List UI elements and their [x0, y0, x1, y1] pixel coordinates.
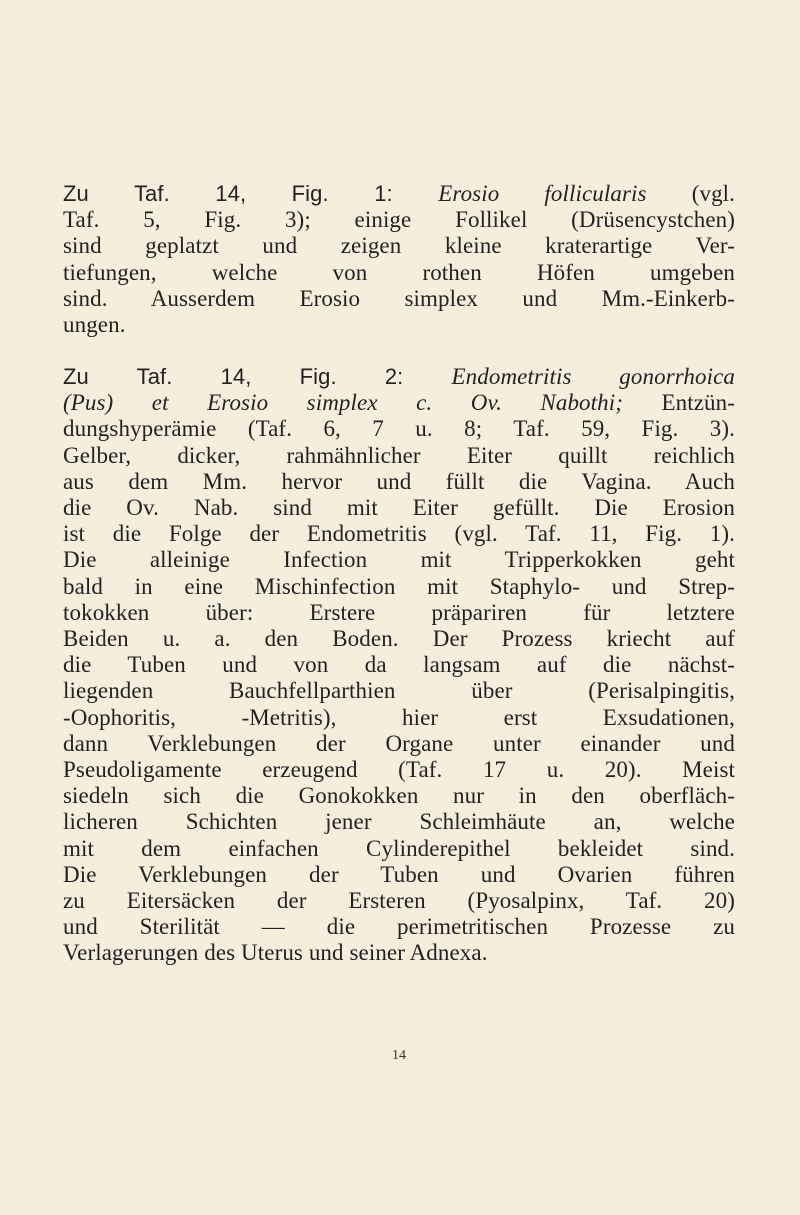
- body-text: licheren Schichten jener Schleimhäute an, welche: [63, 809, 735, 835]
- body-text: dungshyperämie (Taf. 6, 7 u. 8; Taf. 59, Fig. 3).: [63, 416, 735, 442]
- paragraph-taf-14-fig-1: [63, 181, 735, 338]
- text-line: [63, 757, 735, 783]
- text-line: [63, 600, 735, 626]
- body-text: aus dem Mm. hervor und füllt die Vagina. Auch: [63, 468, 735, 494]
- text-line: [63, 783, 735, 809]
- text-line: [63, 836, 735, 862]
- body-text: Die Verklebungen der Tuben und Ovarien führen: [63, 861, 735, 887]
- text-line: [63, 652, 735, 678]
- body-text: sind geplatzt und zeigen kleine kraterartige Ver-: [63, 233, 735, 259]
- body-text: bald in eine Mischinfection mit Staphylo- und Strep-: [63, 573, 735, 599]
- text-line: [63, 862, 735, 888]
- italic-text: (Pus) et Erosio simplex c. Ov. Nabothi;: [63, 390, 623, 416]
- body-text: und Sterilität — die perimetritischen Prozesse zu: [63, 914, 735, 940]
- heading-text: Zu Taf. 14, Fig. 1:: [63, 181, 439, 206]
- body-text: Verlagerungen des Uterus und seiner Adnexa.: [63, 940, 488, 966]
- body-text: tokokken über: Erstere präpariren für letztere: [63, 599, 735, 625]
- body-text: die Ov. Nab. sind mit Eiter gefüllt. Die Erosion: [63, 495, 735, 521]
- text-line: [63, 286, 735, 312]
- text-line: [63, 495, 735, 521]
- body-text: ist die Folge der Endometritis (vgl. Taf. 11, Fig. 1).: [63, 521, 735, 547]
- text-line: [63, 809, 735, 835]
- italic-text: Endometritis gonorrhoica: [451, 364, 735, 389]
- text-line: [63, 416, 735, 442]
- text-line: [63, 888, 735, 914]
- text-line: [63, 469, 735, 495]
- heading-text: Zu Taf. 14, Fig. 2:: [63, 364, 452, 389]
- text-line: [63, 364, 735, 390]
- body-text: die Tuben und von da langsam auf die nächst-: [63, 652, 735, 678]
- body-text: mit dem einfachen Cylinderepithel bekleidet sind.: [63, 835, 735, 861]
- body-text: Die alleinige Infection mit Tripperkokken geht: [63, 547, 735, 573]
- text-line: [63, 626, 735, 652]
- body-text: Taf. 5, Fig. 3); einige Follikel (Drüsencystchen): [63, 207, 735, 233]
- text-line: [63, 678, 735, 704]
- paragraph-taf-14-fig-2: [63, 364, 735, 967]
- text-line: [63, 181, 735, 207]
- body-text: sind. Ausserdem Erosio simplex und Mm.-Einkerb-: [63, 285, 735, 311]
- body-text: liegenden Bauchfellparthien über (Perisalpingitis,: [63, 678, 735, 704]
- body-text: Beiden u. a. den Boden. Der Prozess kriecht auf: [63, 626, 735, 652]
- text-line: [63, 914, 735, 940]
- text-line: [63, 233, 735, 259]
- body-text: siedeln sich die Gonokokken nur in den oberfläch-: [63, 783, 735, 809]
- body-text: dann Verklebungen der Organe unter einander und: [63, 730, 735, 756]
- body-text: Entzün-: [623, 390, 735, 416]
- italic-text: Erosio follicularis: [438, 181, 647, 206]
- body-text: ungen.: [63, 312, 126, 338]
- body-text: Pseudoligamente erzeugend (Taf. 17 u. 20). Meist: [63, 757, 735, 783]
- text-line: [63, 940, 735, 966]
- text-line: [63, 260, 735, 286]
- body-text: zu Eitersäcken der Ersteren (Pyosalpinx, Taf. 20): [63, 888, 735, 914]
- body-text: Gelber, dicker, rahmähnlicher Eiter quillt reichlich: [63, 442, 735, 468]
- text-line: [63, 547, 735, 573]
- body-text: -Oophoritis, -Metritis), hier erst Exsudationen,: [63, 704, 735, 730]
- text-line: [63, 705, 735, 731]
- text-line: [63, 443, 735, 469]
- text-line: [63, 312, 735, 338]
- text-line: [63, 731, 735, 757]
- text-line: [63, 390, 735, 416]
- text-line: [63, 521, 735, 547]
- page-number: 14: [392, 1048, 406, 1063]
- text-line: [63, 207, 735, 233]
- body-text: tiefungen, welche von rothen Höfen umgeben: [63, 259, 735, 285]
- body-text: (vgl.: [646, 181, 736, 206]
- text-line: [63, 574, 735, 600]
